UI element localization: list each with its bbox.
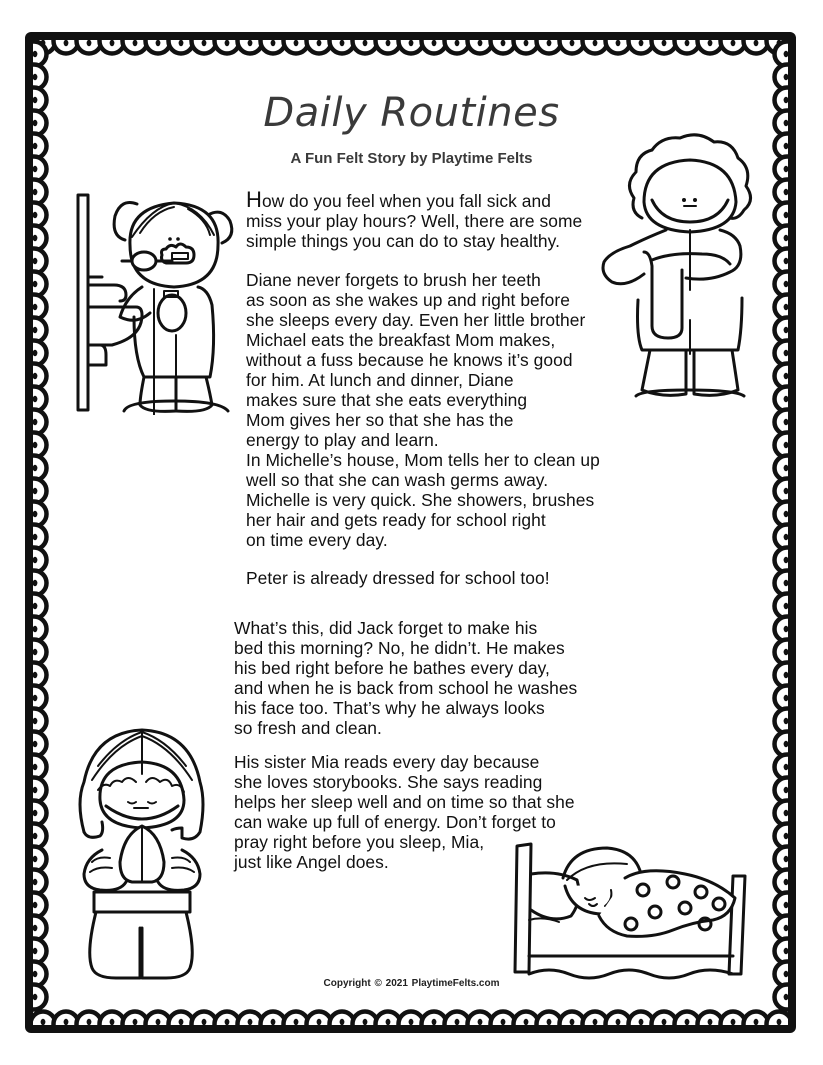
paragraph-line: for him. At lunch and dinner, Diane xyxy=(246,370,514,390)
paragraph-line: simple things you can do to stay healthy. xyxy=(246,231,560,251)
sink-pole-icon xyxy=(78,195,88,410)
paragraph-line: she sleeps every day. Even her little brother xyxy=(246,310,586,330)
paragraph-line: can wake up full of energy. Don’t forget to xyxy=(234,812,556,832)
paragraph-line: just like Angel does. xyxy=(234,852,389,872)
paragraph-line: Mom gives her so that she has the xyxy=(246,410,514,430)
story-paragraph-5 xyxy=(234,618,577,738)
copyright-footer: Copyright © 2021 PlaytimeFelts.com xyxy=(323,978,500,989)
paragraph-line: bed this morning? No, he didn’t. He makes xyxy=(234,638,565,658)
paragraph-line: Diane never forgets to brush her teeth xyxy=(246,270,541,290)
paragraph-line: miss your play hours? Well, there are some xyxy=(246,211,583,231)
page-subtitle: A Fun Felt Story by Playtime Felts xyxy=(290,150,533,167)
story-paragraph-4 xyxy=(246,568,550,588)
paragraph-line: energy to play and learn. xyxy=(246,430,439,450)
paragraph-line: pray right before you sleep, Mia, xyxy=(234,832,485,852)
paragraph-line: her hair and gets ready for school right xyxy=(246,510,546,530)
drop-cap: H xyxy=(246,187,262,212)
paragraph-line: What’s this, did Jack forget to make his xyxy=(234,618,538,638)
paragraph-line: makes sure that she eats everything xyxy=(246,390,528,410)
paragraph-line: Michael eats the breakfast Mom makes, xyxy=(246,330,556,350)
paragraph-line: Michelle is very quick. She showers, brushes xyxy=(246,490,595,510)
girl-sleeping-in-bed-illustration xyxy=(505,838,755,988)
paragraph-line: without a fuss because he knows it’s good xyxy=(246,350,573,370)
paragraph-line: and when he is back from school he washes xyxy=(234,678,578,698)
page-title: Daily Routines xyxy=(263,90,560,136)
paragraph-line: His sister Mia reads every day because xyxy=(234,752,540,772)
paragraph-line: In Michelle’s house, Mom tells her to clean up xyxy=(246,450,600,470)
paragraph-line: as soon as she wakes up and right before xyxy=(246,290,570,310)
story-paragraph-2 xyxy=(246,270,585,450)
paragraph-line: helps her sleep well and on time so that she xyxy=(234,792,575,812)
paragraph-line: Peter is already dressed for school too! xyxy=(246,568,550,588)
paragraph-line: she loves storybooks. She says reading xyxy=(234,772,543,792)
boy-with-towel-illustration xyxy=(594,130,769,410)
paragraph-line: ow do you feel when you fall sick and xyxy=(261,191,551,211)
paragraph-line: on time every day. xyxy=(246,530,388,550)
story-paragraph-1 xyxy=(246,187,583,251)
paragraph-line: well so that she can wash germs away. xyxy=(246,470,549,490)
girl-praying-illustration xyxy=(62,722,222,992)
paragraph-line: his face too. That’s why he always looks xyxy=(234,698,545,718)
paragraph-line: his bed right before he bathes every day, xyxy=(234,658,550,678)
story-paragraph-3 xyxy=(246,450,600,550)
paragraph-line: so fresh and clean. xyxy=(234,718,382,738)
girl-brushing-teeth-illustration xyxy=(70,185,240,415)
